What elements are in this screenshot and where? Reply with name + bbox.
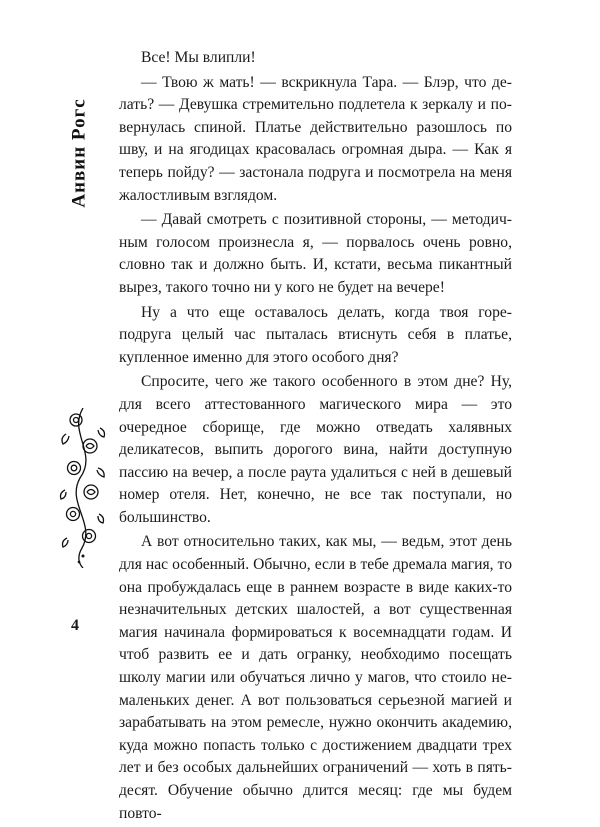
paragraph: — Твою ж мать! — вскрикнула Тара. — Блэр, что делать? — Девушка стремительно подлетела к зеркалу и повернулась спиной. Платье действительно разошлось по шву, и на ягодицах красовалась огромная дыра. — Как я теперь пойду? — застонала подруга и посмотрела на меня жалостливым взглядом. [119,73,512,204]
paragraph: Спросите, чего же такого особенного в этом дне? Ну, для всего аттестованного магического мира — это очередное сборище, где можно отведать халявных деликатесов, выпить дорогого вина, найти доступную пассию на вечер, а после раута удалиться с ней в дешевый номер отеля. Нет, конечно, не все так поступали, но большинство. [119,373,512,526]
author-running-head [66,95,94,210]
body-text [119,47,512,827]
page-number: 4 [71,617,79,634]
paragraph: — Давай смотреть с позитивной стороны, — методичным голосом произнесла я, — порвалось очень ровно, словно так и должно быть. И, кстати, весьма пикантный вырез, такого точно ни у кого не будет на вечере! [119,211,512,296]
author-name: Анвин Рогс [69,97,90,208]
paragraph: Ну а что еще оставалось делать, когда твоя горе-подруга целый час пыталась втиснуть себя в платье, купленное именно для этого особого дня? [119,303,512,366]
rose-vine-ornament [58,408,108,568]
paragraph: Все! Мы влипли! [141,49,256,66]
paragraph: А вот относительно таких, как мы, — ведьм, этот день для нас особенный. Обычно, если в тебе дремала магия, то она пробуждалась еще в раннем возрасте в виде каких-то незначительных детских шалостей, а вот существенная магия начинала формироваться к восемнадцати годам. И чтоб развить ее и дать огранку, необходимо посещать школу магии или обучаться лично у магов, что стоило немаленьких денег. А вот пользоваться серьезной магией и зарабатывать на этом ремесле, нужно окончить академию, куда можно попасть только с достижением двадцати трех лет и без особых дальнейших ограничений — хоть в пятьдесят. Обучение обычно длится месяц: где мы будем повто- [119,533,512,822]
